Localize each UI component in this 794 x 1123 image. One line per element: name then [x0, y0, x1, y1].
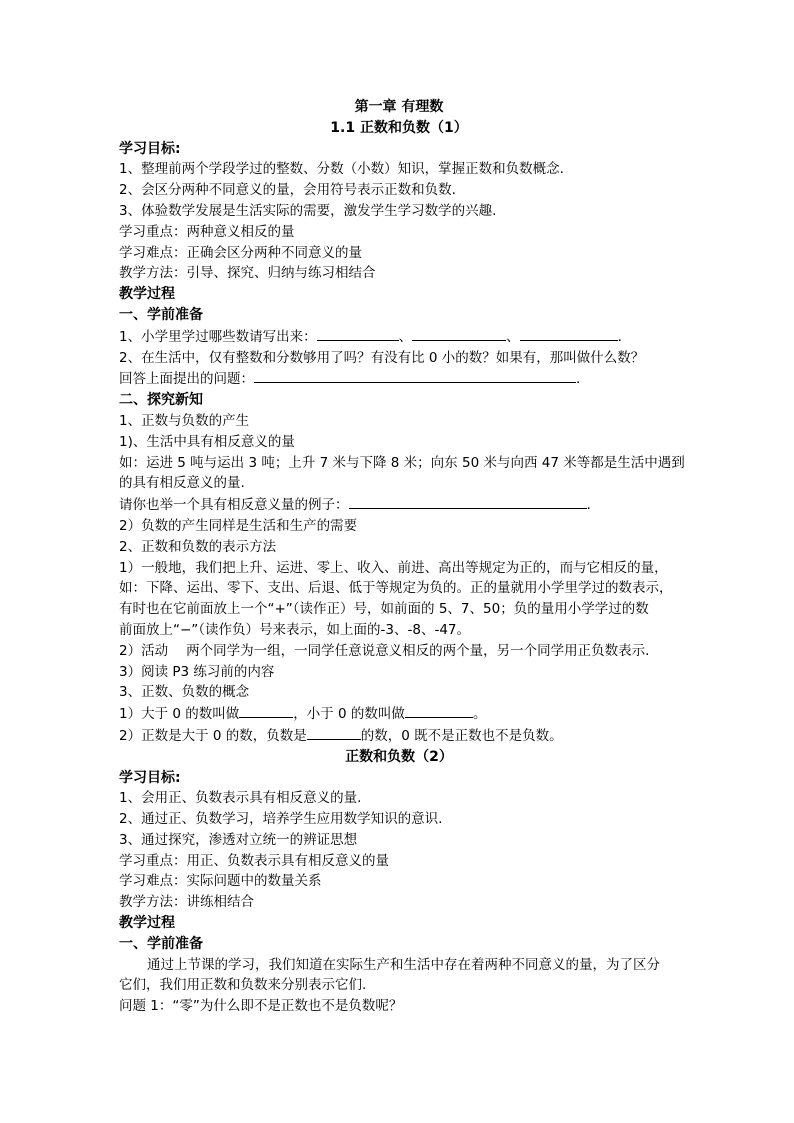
- key-point: 学习重点：用正、负数表示具有相反意义的量: [119, 852, 389, 869]
- concept-text: 的数，0 既不是正数也不是负数。: [360, 727, 563, 744]
- explore-item: 3、正数、负数的概念: [119, 684, 250, 701]
- concept-text: ，小于 0 的数叫做: [293, 706, 405, 723]
- process-heading: 教学过程: [119, 915, 175, 932]
- separator: 、: [506, 328, 520, 345]
- teaching-method: 教学方法：讲练相结合: [119, 894, 254, 911]
- objectives-heading: 学习目标:: [119, 140, 181, 157]
- answer-blank[interactable]: [317, 326, 399, 341]
- teaching-method: 教学方法：引导、探究、归纳与练习相结合: [119, 265, 376, 282]
- concept-text: 。: [472, 706, 487, 723]
- objective-item: 1、会用正、负数表示具有相反意义的量.: [119, 790, 362, 807]
- objective-item: 3、通过探究，渗透对立统一的辨证思想: [119, 831, 358, 848]
- objective-item: 2、会区分两种不同意义的量，会用符号表示正数和负数.: [119, 182, 456, 199]
- ask-example: [119, 494, 679, 516]
- concept-text: 2）正数是大于 0 的数，负数是: [119, 727, 307, 744]
- period: .: [576, 371, 581, 388]
- prep-q1-text: 1、小学里学过哪些数请写出来：: [119, 328, 317, 345]
- activity-text: 两个同学为一组，一同学任意说意义相反的两个量，另一个同学用正负数表示.: [186, 642, 650, 659]
- difficulty: 学习难点：正确会区分两种不同意义的量: [119, 244, 362, 261]
- paragraph-text: 它们，我们用正数和负数来分别表示它们.: [119, 977, 367, 994]
- activity: [119, 641, 679, 662]
- prep-heading: 一、学前准备: [119, 306, 203, 323]
- prep-question-1: [119, 326, 679, 348]
- question-1: 问题 1：“零”为什么即不是正数也不是负数呢？: [119, 998, 403, 1015]
- prep-heading: 一、学前准备: [119, 935, 203, 952]
- period: .: [617, 328, 622, 345]
- answer-blank[interactable]: [349, 494, 587, 509]
- explore-item: 1、正数与负数的产生: [119, 412, 250, 429]
- representation-text: 1）一般地，我们把上升、运进、零上、收入、前进、高出等规定为正的，而与它相反的量，: [119, 559, 668, 576]
- key-point: 学习重点：两种意义相反的量: [119, 223, 295, 240]
- answer-blank[interactable]: [307, 725, 361, 740]
- explore-heading: 二、探究新知: [119, 392, 203, 409]
- chapter-title: 第一章 有理数: [354, 99, 444, 115]
- prep-question-2: 2、在生活中，仅有整数和分数够用了吗？有没有比 0 小的数？如果有，那叫做什么数？: [119, 349, 645, 366]
- answer-blank[interactable]: [254, 368, 576, 383]
- section2-title: 正数和负数（2）: [345, 748, 453, 765]
- difficulty: 学习难点：实际问题中的数量关系: [119, 873, 322, 890]
- period: .: [586, 497, 591, 514]
- separator: 、: [398, 328, 413, 345]
- explore-item: 2、正数和负数的表示方法: [119, 538, 277, 555]
- paragraph-text: 通过上节课的学习，我们知道在实际生产和生活中存在着两种不同意义的量，为了区分: [147, 956, 660, 973]
- answer-blank[interactable]: [412, 326, 506, 341]
- objectives-heading: 学习目标:: [119, 769, 181, 786]
- activity-label: 2）活动: [119, 642, 169, 659]
- explore-item: 2）负数的产生同样是生活和生产的需要: [119, 517, 358, 534]
- explore-item: 1)、生活中具有相反意义的量: [119, 433, 295, 450]
- document-page: [119, 97, 685, 1017]
- objective-item: 2、通过正、负数学习，培养学生应用数学知识的意识.: [119, 811, 443, 828]
- explore-item: 3）阅读 P3 练习前的内容: [119, 663, 275, 680]
- prep-answer-text: 回答上面提出的问题：: [119, 371, 254, 388]
- representation-text: 前面放上“−”（读作负）号来表示，如上面的-3、-8、-47。: [119, 621, 471, 638]
- concept-2: [119, 725, 679, 747]
- section1-title: 1.1 正数和负数（1）: [330, 119, 468, 136]
- concept-text: 1）大于 0 的数叫做: [119, 706, 240, 723]
- example-text: 如：运进 5 吨与运出 3 吨；上升 7 米与下降 8 米；向东 50 米与向西 47 米等都是生活中遇到: [119, 454, 685, 471]
- answer-blank[interactable]: [405, 703, 473, 718]
- representation-text: 有时也在它前面放上一个“+”（读作正）号，如前面的 5、7、50；负的量用小学学过的数: [119, 601, 649, 618]
- objective-item: 1、整理前两个学段学过的整数、分数（小数）知识，掌握正数和负数概念.: [119, 161, 564, 178]
- prep-answer: [119, 368, 679, 390]
- example-text: 的具有相反意义的量.: [119, 475, 245, 492]
- answer-blank[interactable]: [239, 703, 293, 718]
- ask-example-text: 请你也举一个具有相反意义量的例子：: [119, 497, 349, 514]
- concept-1: [119, 703, 679, 725]
- answer-blank[interactable]: [520, 326, 618, 341]
- process-heading: 教学过程: [119, 286, 175, 303]
- objective-item: 3、体验数学发展是生活实际的需要，激发学生学习数学的兴趣.: [119, 202, 497, 219]
- representation-text: 如：下降、运出、零下、支出、后退、低于等规定为负的。正的量就用小学里学过的数表示，: [119, 580, 673, 597]
